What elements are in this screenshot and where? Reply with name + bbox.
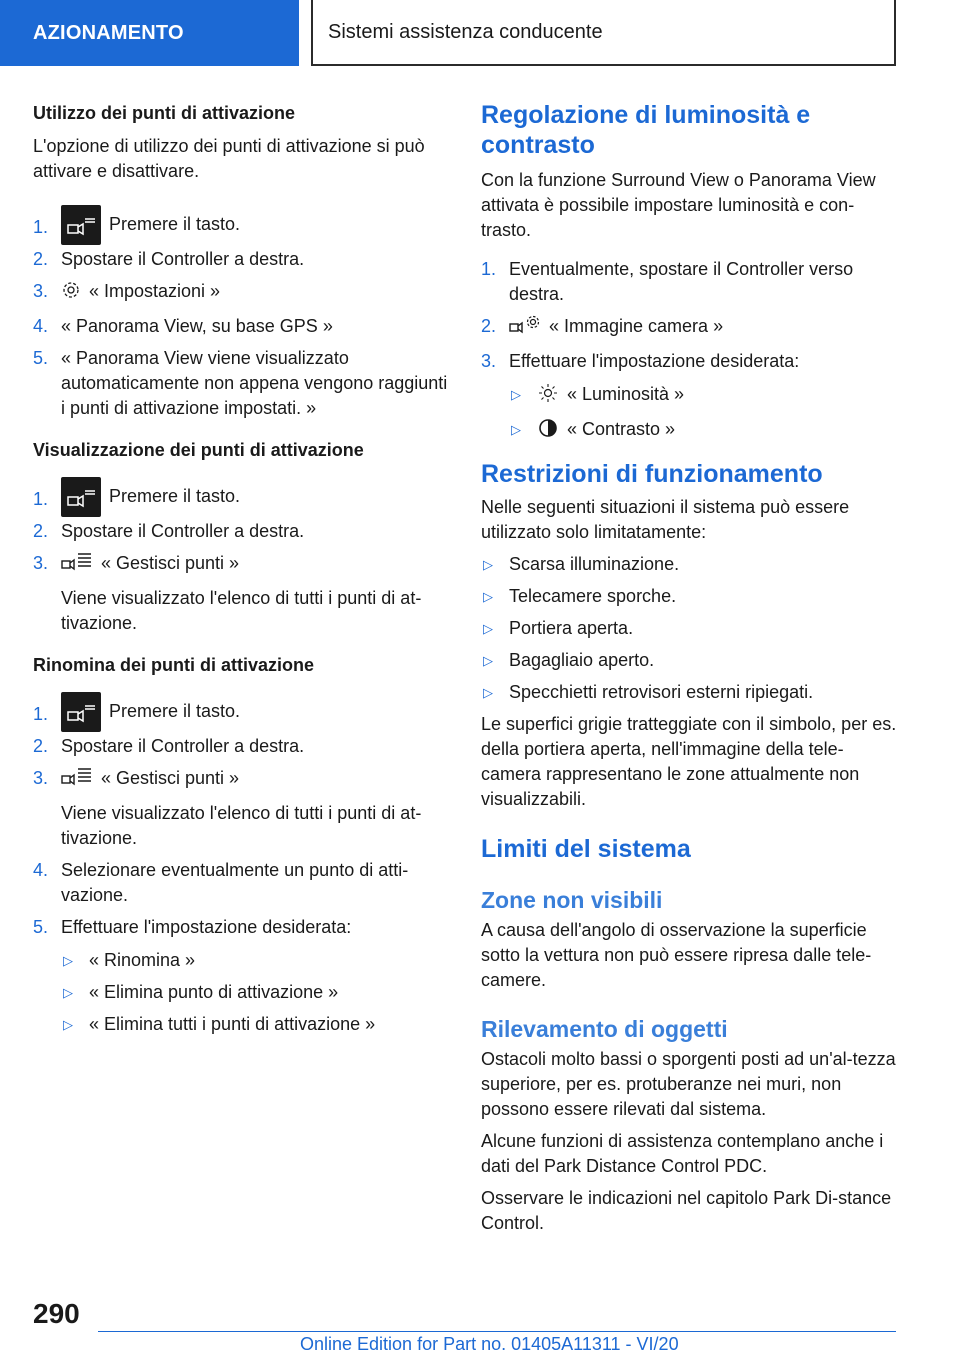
- triangle-bullet-icon: ▷: [483, 557, 493, 572]
- object-detection-text-2: Alcune funzioni di assistenza contemplano anche i dati del Park Distance Control PDC.: [481, 1131, 884, 1176]
- restrictions-note: Le superfici grigie tratteggiate con il simbolo, per es. della portiera aperta, nell'immagine della tele-camera rappresentano le zone attualmente non visualizzabili.: [481, 714, 897, 809]
- list-item: 1. Premere il tasto.: [33, 205, 453, 245]
- list-item: ▷ Bagagliaio aperto.: [481, 648, 901, 673]
- activation-usage-intro: L'opzione di utilizzo dei punti di attivazione si può attivare e disattivare.: [33, 136, 425, 181]
- heading-blind-zones: Zone non visibili: [481, 887, 663, 913]
- list-item: ▷ « Contrasto »: [509, 417, 901, 445]
- edition-note: Online Edition for Part no. 01405A11311 - VI/20: [300, 1334, 679, 1354]
- rename-steps: [33, 692, 453, 1037]
- list-item: 3. « Impostazioni »: [33, 279, 453, 307]
- left-column: [33, 100, 453, 1044]
- list-item: 5. Effettuare l'impostazione desiderata: ▷ « Rinomina » ▷ « Elimina punto di attivazione » ▷ « Elimina tutti i punti di attivazione »: [33, 915, 453, 1037]
- list-item: 2. Spostare il Controller a destra.: [33, 521, 305, 541]
- brightness-options: [509, 382, 901, 445]
- list-item: 2. Spostare il Controller a destra.: [33, 249, 305, 269]
- list-item: ▷ Scarsa illuminazione.: [481, 552, 901, 577]
- list-item: 2. Spostare il Controller a destra.: [33, 736, 305, 756]
- blind-zones-text: A causa dell'angolo di osservazione la superficie sotto la vettura non può essere ripresa dalle tele-camere.: [481, 920, 872, 990]
- activation-usage-steps: [33, 205, 453, 421]
- page-number: 290: [33, 1298, 80, 1329]
- list-item: ▷ Portiera aperta.: [481, 616, 901, 641]
- list-item: 3. « Gestisci punti » Viene visualizzato l'elenco di tutti i punti di at-tivazione.: [33, 551, 453, 636]
- brightness-steps: [481, 257, 901, 445]
- triangle-bullet-icon: ▷: [483, 589, 493, 604]
- list-item: ▷ « Elimina tutti i punti di attivazione »: [61, 1012, 453, 1037]
- triangle-bullet-icon: ▷: [63, 985, 73, 1000]
- section-tab: AZIONAMENTO: [0, 0, 299, 66]
- heading-restrictions: Restrizioni di funzionamento: [481, 460, 823, 488]
- triangle-bullet-icon: ▷: [483, 685, 493, 700]
- heading-brightness-contrast: Regolazione di luminosità e contrasto: [481, 101, 811, 159]
- footer-divider: [98, 1331, 896, 1332]
- section-title-activation-display: Visualizzazione dei punti di attivazione: [33, 440, 364, 460]
- brightness-intro: Con la funzione Surround View o Panorama View attivata è possibile impostare luminosità e con-trasto.: [481, 170, 876, 240]
- camera-key-icon: [61, 477, 101, 517]
- rename-note: Viene visualizzato l'elenco di tutti i punti di at-tivazione.: [61, 803, 422, 848]
- camera-list-icon: [61, 552, 93, 579]
- list-item: 3. « Gestisci punti » Viene visualizzato l'elenco di tutti i punti di at-tivazione.: [33, 766, 453, 851]
- section-title-activation-usage: Utilizzo dei punti di attivazione: [33, 103, 296, 123]
- camera-settings-icon: [509, 315, 541, 342]
- chapter-title: Sistemi assistenza conducente: [311, 0, 896, 66]
- heading-object-detection: Rilevamento di oggetti: [481, 1016, 728, 1042]
- section-title-rename: Rinomina dei punti di attivazione: [33, 655, 315, 675]
- list-item: 5. « Panorama View viene visualizzato automaticamente non appena vengono raggiunti i punti di attivazione impostati. »: [33, 348, 448, 418]
- object-detection-text-1: Ostacoli molto bassi o sporgenti posti ad un'al-tezza superiore, per es. protuberanze nei muri, non possono essere rilevati dal sistema.: [481, 1049, 896, 1119]
- list-item: 3. Effettuare l'impostazione desiderata: ▷ « Luminosità » ▷ « Contrasto »: [481, 349, 901, 445]
- heading-system-limits: Limiti del sistema: [481, 835, 691, 863]
- triangle-bullet-icon: ▷: [63, 953, 73, 968]
- camera-key-icon: [61, 205, 101, 245]
- activation-display-steps: [33, 477, 453, 636]
- page-header: [0, 0, 960, 66]
- list-item: ▷ « Luminosità »: [509, 382, 901, 410]
- gear-icon: [61, 280, 81, 307]
- right-column: [481, 100, 901, 1236]
- list-item: ▷ Telecamere sporche.: [481, 584, 901, 609]
- list-item: 1. Eventualmente, spostare il Controller verso destra.: [481, 259, 854, 304]
- contrast-icon: [537, 418, 559, 445]
- triangle-bullet-icon: ▷: [511, 387, 521, 402]
- list-item: ▷ Specchietti retrovisori esterni ripiegati.: [481, 680, 901, 705]
- activation-display-note: Viene visualizzato l'elenco di tutti i punti di at-tivazione.: [61, 588, 422, 633]
- list-item: 4. « Panorama View, su base GPS »: [33, 316, 333, 336]
- camera-key-icon: [61, 692, 101, 732]
- list-item: 1. Premere il tasto.: [33, 692, 453, 732]
- triangle-bullet-icon: ▷: [483, 621, 493, 636]
- list-item: 4. Selezionare eventualmente un punto di atti-vazione.: [33, 860, 409, 905]
- object-detection-text-3: Osservare le indicazioni nel capitolo Park Di-stance Control.: [481, 1188, 892, 1233]
- rename-options: [61, 948, 453, 1037]
- triangle-bullet-icon: ▷: [483, 653, 493, 668]
- triangle-bullet-icon: ▷: [63, 1017, 73, 1032]
- triangle-bullet-icon: ▷: [511, 422, 521, 437]
- list-item: ▷ « Elimina punto di attivazione »: [61, 980, 453, 1005]
- sun-icon: [537, 383, 559, 410]
- restrictions-list: [481, 552, 901, 705]
- list-item: 2. « Immagine camera »: [481, 314, 901, 342]
- list-item: ▷ « Rinomina »: [61, 948, 453, 973]
- list-item: 1. Premere il tasto.: [33, 477, 453, 517]
- restrictions-intro: Nelle seguenti situazioni il sistema può essere utilizzato solo limitatamente:: [481, 497, 850, 542]
- camera-list-icon: [61, 767, 93, 794]
